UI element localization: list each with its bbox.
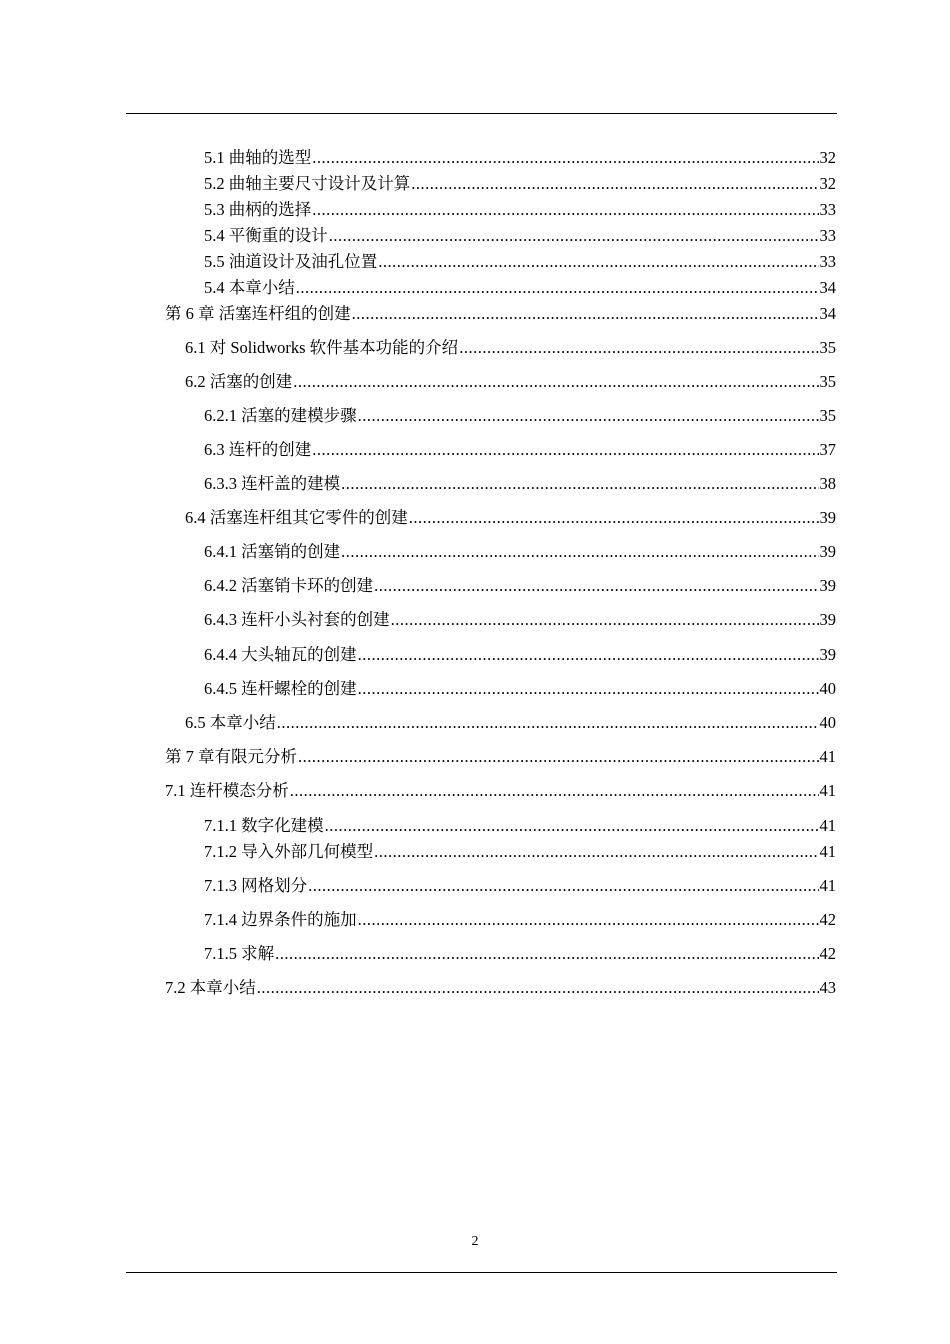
toc-entry-title: 6.2.1 活塞的建模步骤: [204, 406, 357, 425]
toc-leader-dots: [358, 679, 819, 699]
toc-entry-page: 42: [819, 910, 836, 929]
toc-entry[interactable]: [204, 610, 836, 630]
toc-leader-dots: [329, 226, 819, 246]
toc-leader-dots: [298, 747, 819, 767]
page-number: 2: [471, 1234, 479, 1249]
toc-leader-dots: [293, 372, 818, 392]
toc-entry[interactable]: [204, 200, 836, 220]
toc-entry-page: 38: [819, 474, 836, 493]
toc-entry-title: 7.2 本章小结: [165, 978, 256, 997]
toc-entry-page: 32: [819, 174, 836, 193]
toc-entry[interactable]: [165, 304, 836, 324]
toc-leader-dots: [275, 944, 818, 964]
toc-entry[interactable]: [204, 842, 836, 862]
toc-entry[interactable]: [204, 816, 836, 836]
toc-entry-title: 5.3 曲柄的选择: [204, 200, 312, 219]
toc-entry-title: 6.4.1 活塞销的创建: [204, 542, 341, 561]
toc-entry-title: 6.4.4 大头轴瓦的创建: [204, 645, 357, 664]
toc-leader-dots: [341, 542, 818, 562]
toc-leader-dots: [290, 781, 819, 801]
toc-entry[interactable]: [204, 474, 836, 494]
toc-entry[interactable]: [204, 252, 836, 272]
toc-entry-title: 6.3 连杆的创建: [204, 440, 312, 459]
toc-leader-dots: [378, 252, 818, 272]
toc-entry[interactable]: [165, 747, 836, 767]
toc-leader-dots: [308, 876, 818, 896]
toc-entry[interactable]: [204, 440, 836, 460]
toc-leader-dots: [257, 978, 819, 998]
toc-entry-title: 6.1 对 Solidworks 软件基本功能的介绍: [185, 338, 459, 357]
toc-leader-dots: [312, 200, 818, 220]
toc-entry-page: 41: [819, 876, 836, 895]
toc-leader-dots: [312, 148, 818, 168]
toc-entry-title: 第 6 章 活塞连杆组的创建: [165, 304, 351, 323]
toc-entry-page: 32: [819, 148, 836, 167]
header-rule: [126, 113, 837, 114]
toc-entry-title: 5.2 曲轴主要尺寸设计及计算: [204, 174, 411, 193]
toc-entry-page: 34: [819, 304, 836, 323]
toc-entry[interactable]: [204, 645, 836, 665]
footer-rule: [126, 1272, 837, 1273]
toc-entry[interactable]: [165, 781, 836, 801]
toc-leader-dots: [358, 645, 819, 665]
toc-entry-page: 41: [819, 816, 836, 835]
toc-entry-page: 41: [819, 747, 836, 766]
toc-entry[interactable]: [185, 508, 836, 528]
toc-entry-title: 第 7 章有限元分析: [165, 747, 297, 766]
toc-entry-page: 39: [819, 508, 836, 527]
toc-entry-title: 6.5 本章小结: [185, 713, 276, 732]
toc-entry-page: 39: [819, 645, 836, 664]
toc-entry-title: 7.1.4 边界条件的施加: [204, 910, 357, 929]
toc-entry-page: 35: [819, 338, 836, 357]
toc-entry-page: 37: [819, 440, 836, 459]
toc-entry-page: 33: [819, 226, 836, 245]
toc-entry-page: 39: [819, 610, 836, 629]
toc-entry-title: 7.1.3 网格划分: [204, 876, 308, 895]
toc-leader-dots: [374, 576, 818, 596]
toc-leader-dots: [325, 816, 819, 836]
toc-entry[interactable]: [204, 944, 836, 964]
toc-entry-title: 6.4.3 连杆小头衬套的创建: [204, 610, 390, 629]
toc-entry-title: 6.4.2 活塞销卡环的创建: [204, 576, 374, 595]
toc-entry[interactable]: [204, 174, 836, 194]
toc-leader-dots: [352, 304, 819, 324]
toc-entry-page: 35: [819, 406, 836, 425]
toc-entry[interactable]: [185, 713, 836, 733]
toc-entry-title: 6.3.3 连杆盖的建模: [204, 474, 341, 493]
toc-entry-title: 7.1 连杆模态分析: [165, 781, 289, 800]
toc-entry[interactable]: [204, 910, 836, 930]
toc-leader-dots: [409, 508, 819, 528]
toc-entry[interactable]: [204, 542, 836, 562]
toc-entry[interactable]: [204, 679, 836, 699]
toc-leader-dots: [358, 910, 819, 930]
toc-entry[interactable]: [204, 226, 836, 246]
toc-leader-dots: [277, 713, 819, 733]
toc-entry-title: 5.1 曲轴的选型: [204, 148, 312, 167]
toc-entry[interactable]: [165, 978, 836, 998]
toc-entry-page: 39: [819, 542, 836, 561]
toc-entry[interactable]: [185, 338, 836, 358]
toc-entry-page: 43: [819, 978, 836, 997]
toc-entry-page: 41: [819, 781, 836, 800]
toc-entry[interactable]: [204, 406, 836, 426]
toc-entry-page: 40: [819, 713, 836, 732]
toc-entry-page: 40: [819, 679, 836, 698]
toc-entry-title: 6.2 活塞的创建: [185, 372, 293, 391]
toc-leader-dots: [358, 406, 819, 426]
toc-entry-title: 6.4.5 连杆螺栓的创建: [204, 679, 357, 698]
toc-entry-page: 33: [819, 252, 836, 271]
toc-entry-page: 42: [819, 944, 836, 963]
toc-entry-page: 41: [819, 842, 836, 861]
toc-entry-title: 5.4 本章小结: [204, 278, 295, 297]
toc-entry[interactable]: [204, 148, 836, 168]
toc-leader-dots: [296, 278, 819, 298]
toc-entry-page: 39: [819, 576, 836, 595]
toc-leader-dots: [459, 338, 818, 358]
toc-entry-title: 6.4 活塞连杆组其它零件的创建: [185, 508, 408, 527]
toc-entry-page: 33: [819, 200, 836, 219]
toc-entry[interactable]: [204, 876, 836, 896]
toc-leader-dots: [312, 440, 818, 460]
toc-entry[interactable]: [204, 576, 836, 596]
toc-leader-dots: [341, 474, 818, 494]
toc-leader-dots: [411, 174, 818, 194]
toc-entry-page: 34: [819, 278, 836, 297]
toc-entry[interactable]: [185, 372, 836, 392]
toc-entry[interactable]: [204, 278, 836, 298]
toc-entry-title: 7.1.5 求解: [204, 944, 275, 963]
toc-entry-title: 5.5 油道设计及油孔位置: [204, 252, 378, 271]
toc-entry-title: 5.4 平衡重的设计: [204, 226, 328, 245]
toc-entry-title: 7.1.2 导入外部几何模型: [204, 842, 374, 861]
toc-entry-page: 35: [819, 372, 836, 391]
toc-leader-dots: [391, 610, 819, 630]
toc-entry-title: 7.1.1 数字化建模: [204, 816, 324, 835]
toc-leader-dots: [374, 842, 818, 862]
